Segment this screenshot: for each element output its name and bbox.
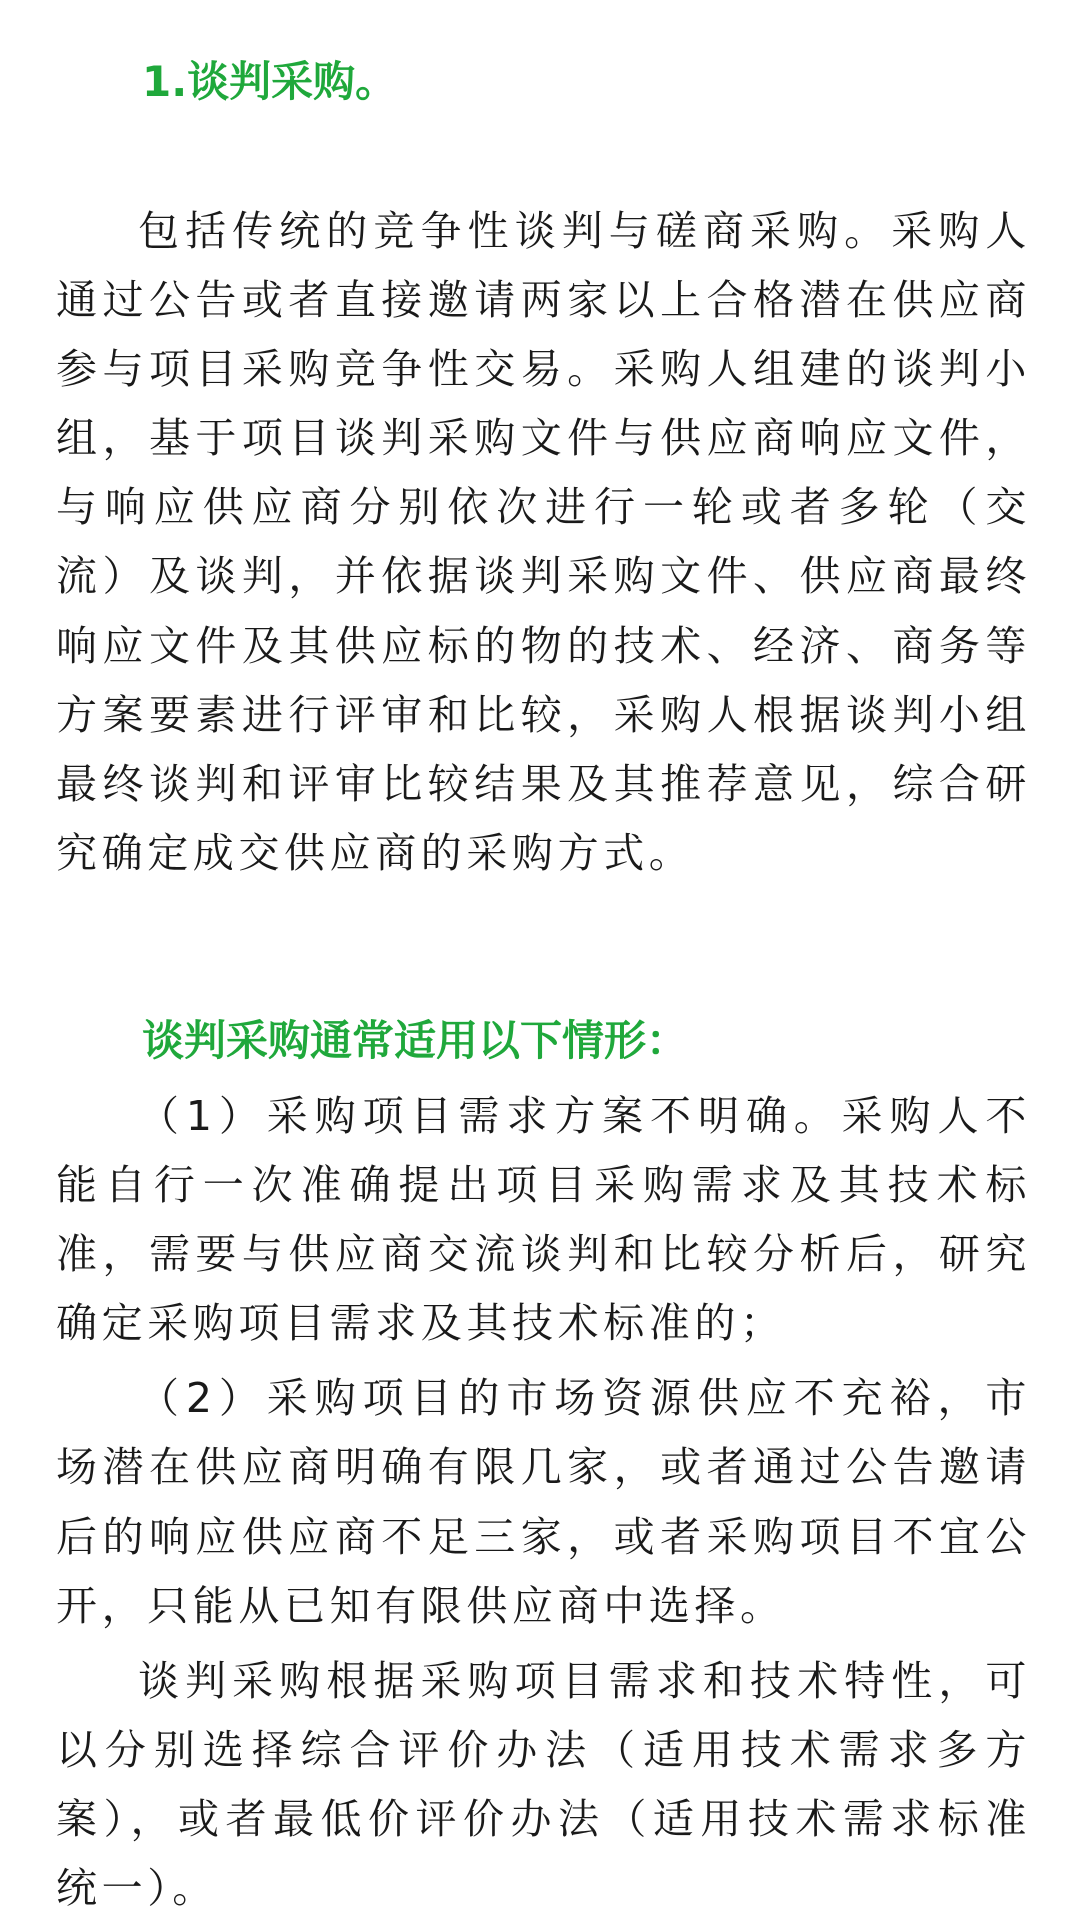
section-heading-negotiated-procurement: 1.谈判采购。 bbox=[142, 57, 398, 106]
paragraph-situation-1: （1）采购项目需求方案不明确。采购人不能自行一次准确提出项目采购需求及其技术标准，需要与供应商交流谈判和比较分析后，研究确定采购项目需求及其技术标准的； bbox=[56, 1091, 1031, 1348]
paragraph-situation-2: （2）采购项目的市场资源供应不充裕，市场潜在供应商明确有限几家，或者通过公告邀请后的响应供应商不足三家，或者采购项目不宜公开，只能从已知有限供应商中选择。 bbox=[56, 1374, 1031, 1630]
paragraph-evaluation-methods: 谈判采购根据采购项目需求和技术特性，可以分别选择综合评价办法（适用技术需求多方案），或者最低价评价办法（适用技术需求标准统一）。 bbox=[56, 1656, 1031, 1912]
article-body bbox=[56, 0, 1031, 1923]
paragraph-definition: 包括传统的竞争性谈判与磋商采购。采购人通过公告或者直接邀请两家以上合格潜在供应商参与项目采购竞争性交易。采购人组建的谈判小组，基于项目谈判采购文件与供应商响应文件，与响应供应商分别依次进行一轮或者多轮（交流）及谈判，并依据谈判采购文件、供应商最终响应文件及其供应标的物的技术、经济、商务等方案要素进行评审和比较，采购人根据谈判小组最终谈判和评审比较结果及其推荐意见，综合研究确定成交供应商的采购方式。 bbox=[56, 207, 1031, 877]
section-heading-applicable-situations: 谈判采购通常适用以下情形： bbox=[142, 1015, 689, 1065]
